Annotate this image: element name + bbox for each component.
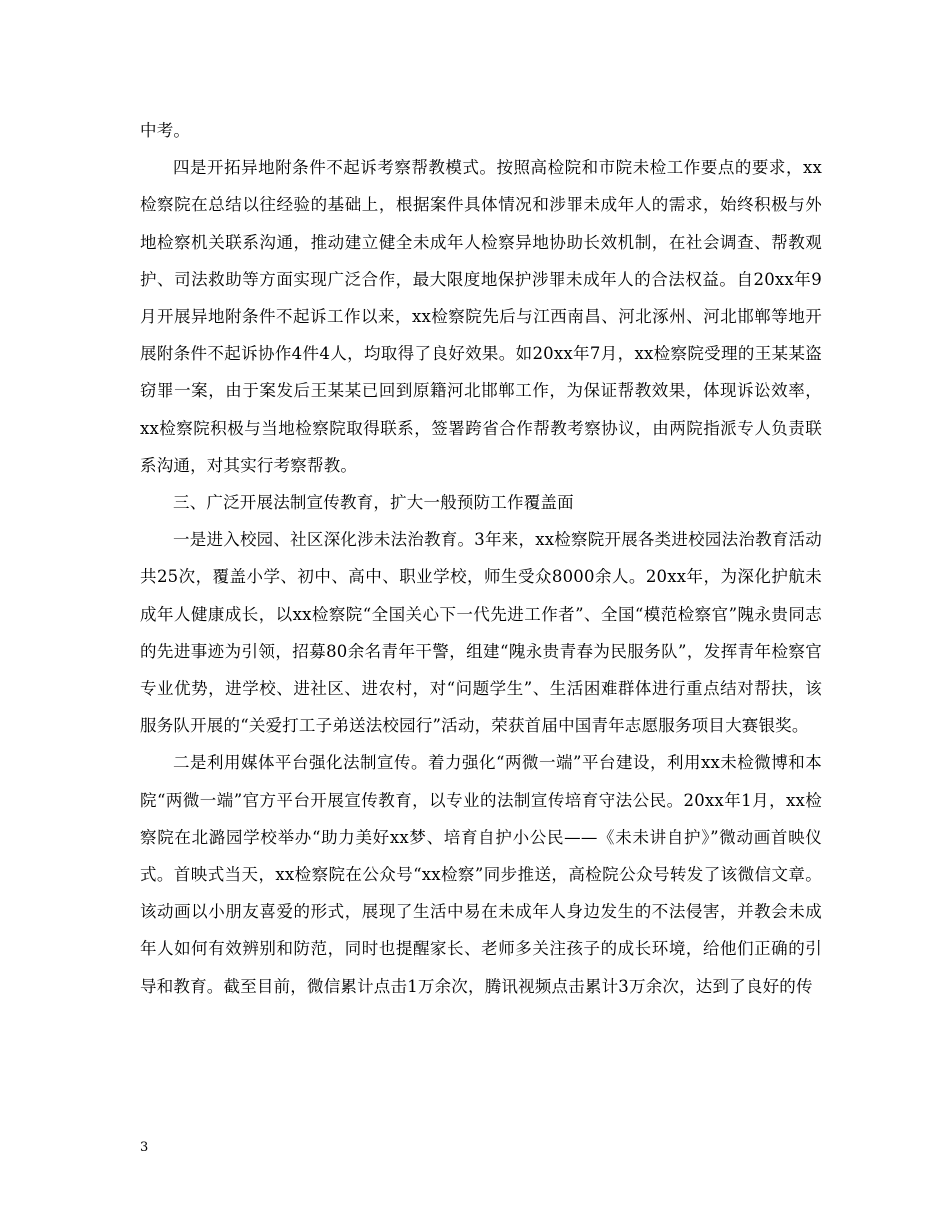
paragraph-body: 二是利用媒体平台强化法制宣传。着力强化“两微一端”平台建设，利用xx未检微博和本院“两微一端”官方平台开展宣传教育，以专业的法制宣传培育守法公民。20xx年1月，xx检察院在北潞园学校举办“助力美好xx梦、培育自护小公民——《未未讲自护》”微动画首映仪式。首映式当天，xx检察院在公众号“xx检察”同步推送，高检院公众号转发了该微信文章。该动画以小朋友喜爱的形式，展现了生活中易在未成年人身边发生的不法侵害，并教会未成年人如何有效辨别和防范，同时也提醒家长、老师多关注孩子的成长环境，给他们正确的引导和教育。截至目前，微信累计点击1万余次，腾讯视频点击累计3万余次，达到了良好的传 [140, 753, 822, 996]
paragraph-body: 一是进入校园、社区深化涉未法治教育。3年来，xx检察院开展各类进校园法治教育活动共25次，覆盖小学、初中、高中、职业学校，师生受众8000余人。20xx年，为深化护航未成年人健康成长，以xx检察院“全国关心下一代先进工作者”、全国“模范检察官”隗永贵同志的先进事迹为引领，招募80余名青年干警，组建“隗永贵青春为民服务队”，发挥青年检察官专业优势，进学校、进社区、进农村，对“问题学生”、生活困难群体进行重点结对帮扶，该服务队开展的“关爱打工子弟送法校园行”活动，荣获首届中国青年志愿服务项目大赛银奖。 [140, 530, 822, 736]
paragraph-continuation: 中考。 [140, 121, 191, 140]
section-heading: 三、广泛开展法制宣传教育，扩大一般预防工作覆盖面 [173, 493, 574, 513]
page-number: 3 [140, 1140, 149, 1155]
body-text [140, 112, 822, 1005]
paragraph-body: 四是开拓异地附条件不起诉考察帮教模式。按照高检院和市院未检工作要点的要求，xx检察院在总结以往经验的基础上，根据案件具体情况和涉罪未成年人的需求，始终积极与外地检察机关联系沟通，推动建立健全未成年人检察异地协助长效机制，在社会调查、帮教观护、司法救助等方面实现广泛合作，最大限度地保护涉罪未成年人的合法权益。自20xx年9月开展异地附条件不起诉工作以来，xx检察院先后与江西南昌、河北涿州、河北邯郸等地开展附条件不起诉协作4件4人，均取得了良好效果。如20xx年7月，xx检察院受理的王某某盗窃罪一案，由于案发后王某某已回到原籍河北邯郸工作，为保证帮教效果，体现诉讼效率，xx检察院积极与当地检察院取得联系，签署跨省合作帮教考察协议，由两院指派专人负责联系沟通，对其实行考察帮教。 [140, 158, 822, 475]
